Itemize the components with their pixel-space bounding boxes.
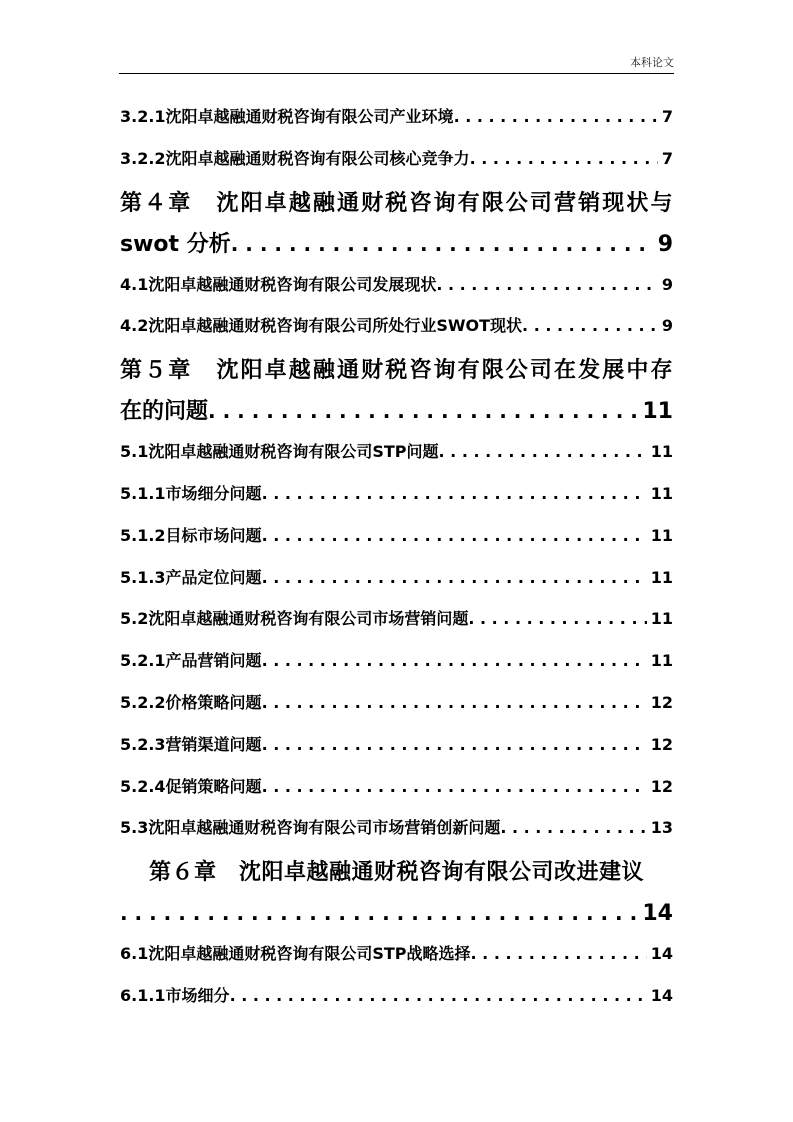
toc-entry-page: 11 [642, 399, 673, 425]
toc-entry[interactable] [120, 770, 673, 812]
toc-chapter-title-cont: swot 分析 [120, 231, 231, 257]
toc-leader-dots [230, 979, 647, 1013]
toc-entry[interactable] [120, 937, 673, 979]
toc-leader-dots [262, 686, 647, 720]
toc-leader-dots [468, 602, 646, 636]
toc-leader-dots [439, 435, 647, 469]
toc-entry-title: 5.1.2目标市场问题 [120, 525, 262, 545]
toc-entry-title: 4.2沈阳卓越融通财税咨询有限公司所处行业SWOT现状 [120, 316, 523, 336]
toc-entry-page: 9 [657, 231, 673, 257]
toc-leader-dots [262, 644, 647, 678]
toc-chapter-title: 第４章 沈阳卓越融通财税咨询有限公司营销现状与 [120, 190, 673, 216]
toc-entry-title: 3.2.1沈阳卓越融通财税咨询有限公司产业环境 [120, 107, 454, 126]
toc-chapter-entry[interactable] [120, 853, 673, 937]
toc-entry-title: 6.1沈阳卓越融通财税咨询有限公司STP战略选择 [120, 944, 471, 964]
header-divider [119, 73, 674, 74]
toc-chapter-title: 第５章 沈阳卓越融通财税咨询有限公司在发展中存 [120, 358, 673, 384]
toc-entry-page: 14 [650, 985, 673, 1005]
toc-entry-title: 5.2沈阳卓越融通财税咨询有限公司市场营销问题 [120, 609, 469, 629]
toc-leader-dots [262, 561, 647, 595]
toc-entry-page: 14 [650, 944, 673, 964]
toc-entry[interactable] [120, 142, 673, 184]
toc-entry[interactable] [120, 435, 673, 477]
toc-chapter-title-cont: 在的问题 [120, 399, 209, 425]
toc-leader-dots [262, 519, 647, 553]
toc-entry-page: 12 [650, 776, 673, 796]
toc-leader-dots [500, 811, 646, 845]
toc-entry[interactable] [120, 477, 673, 519]
toc-leader-dots [471, 937, 647, 971]
toc-entry[interactable] [120, 561, 673, 603]
toc-entry[interactable] [120, 268, 673, 310]
toc-entry-page: 13 [650, 818, 673, 838]
toc-entry-page: 11 [650, 651, 673, 671]
toc-entry[interactable] [120, 100, 673, 142]
toc-leader-dots [454, 100, 658, 134]
toc-entry[interactable] [120, 309, 673, 351]
toc-entry-page: 12 [650, 734, 673, 754]
toc-entry-title: 4.1沈阳卓越融通财税咨询有限公司发展现状 [120, 274, 437, 294]
toc-entry-page: 12 [650, 692, 673, 712]
toc-entry-title: 3.2.2沈阳卓越融通财税咨询有限公司核心竞争力 [120, 148, 470, 168]
toc-chapter-entry[interactable] [120, 351, 673, 435]
toc-leader-dots [262, 728, 647, 762]
toc-entry-page: 9 [661, 316, 673, 336]
toc-entry-title: 5.3沈阳卓越融通财税咨询有限公司市场营销创新问题 [120, 818, 501, 838]
page-header-label: 本科论文 [630, 56, 674, 69]
toc-entry-title: 5.2.3营销渠道问题 [120, 734, 262, 754]
toc-entry-title: 5.2.4促销策略问题 [120, 776, 262, 796]
toc-entry-page: 14 [642, 901, 673, 927]
toc-leader-dots [262, 770, 647, 804]
toc-leader-dots [120, 893, 638, 933]
toc-leader-dots [470, 142, 658, 176]
toc-entry[interactable] [120, 979, 673, 1021]
toc-entry[interactable] [120, 686, 673, 728]
toc-entry-page: 11 [650, 525, 673, 545]
toc-entry-title: 5.2.2价格策略问题 [120, 692, 262, 712]
table-of-contents [120, 100, 673, 1021]
toc-entry-page: 11 [650, 442, 673, 462]
toc-entry[interactable] [120, 602, 673, 644]
toc-entry-title: 5.1.3产品定位问题 [120, 567, 262, 587]
toc-entry[interactable] [120, 728, 673, 770]
toc-leader-dots [262, 477, 647, 511]
toc-leader-dots [231, 224, 654, 264]
toc-leader-dots [208, 391, 638, 431]
toc-entry-title: 5.1.1市场细分问题 [120, 483, 262, 503]
toc-chapter-entry[interactable] [120, 184, 673, 268]
toc-entry-title: 5.2.1产品营销问题 [120, 651, 262, 671]
toc-entry-page: 9 [661, 274, 673, 294]
toc-entry-page: 7 [661, 107, 673, 126]
toc-chapter-title: 第６章 沈阳卓越融通财税咨询有限公司改进建议 [148, 860, 644, 886]
toc-entry-title: 5.1沈阳卓越融通财税咨询有限公司STP问题 [120, 442, 439, 462]
toc-leader-dots [436, 268, 658, 302]
toc-entry-page: 7 [661, 148, 673, 168]
toc-entry[interactable] [120, 811, 673, 853]
toc-entry-page: 11 [650, 483, 673, 503]
toc-entry[interactable] [120, 644, 673, 686]
toc-entry-page: 11 [650, 609, 673, 629]
toc-entry-page: 11 [650, 567, 673, 587]
toc-leader-dots [522, 309, 658, 343]
toc-entry-title: 6.1.1市场细分 [120, 985, 230, 1005]
toc-entry[interactable] [120, 519, 673, 561]
